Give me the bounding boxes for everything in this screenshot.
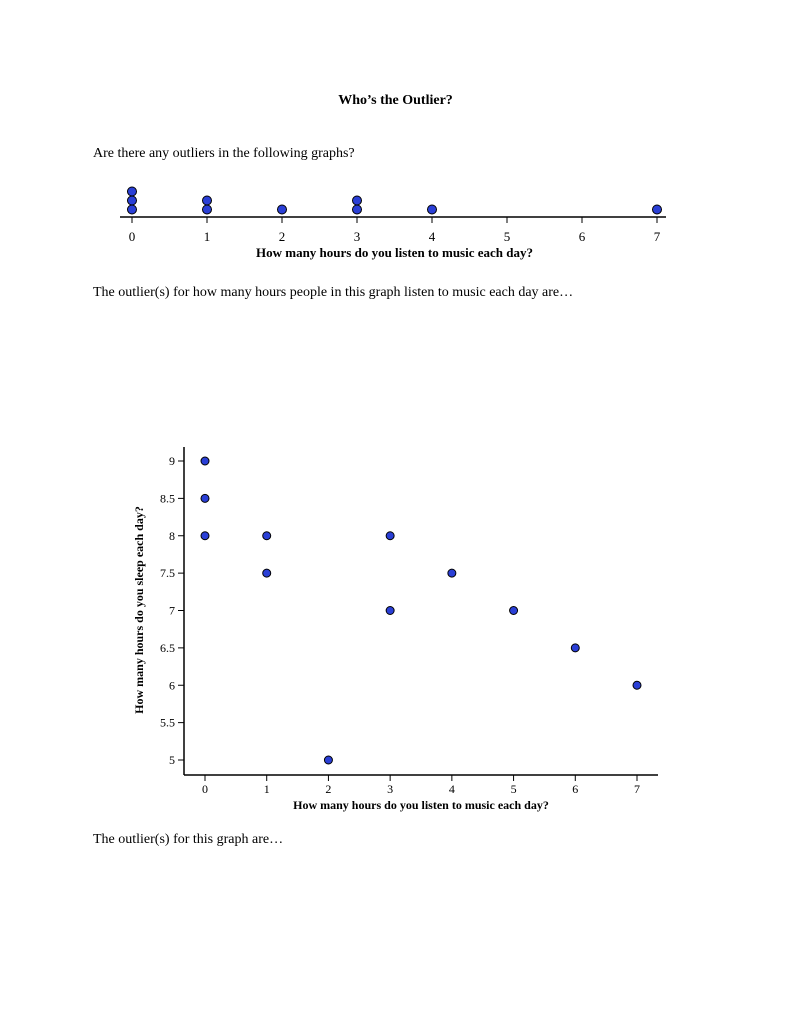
data-point (201, 494, 209, 502)
y-tick-label: 5 (169, 753, 175, 767)
x-tick-label: 3 (353, 229, 361, 244)
data-point (263, 569, 271, 577)
x-tick-label: 0 (202, 782, 208, 796)
x-axis-label: How many hours do you listen to music each day? (256, 245, 533, 260)
x-tick-label: 6 (578, 229, 586, 244)
question-text: Are there any outliers in the following graphs? (93, 146, 355, 161)
y-tick-label: 6 (169, 678, 175, 693)
y-tick-label: 7.5 (160, 566, 175, 581)
x-tick-label: 4 (448, 782, 455, 796)
x-axis-label: How many hours do you listen to music each day? (293, 798, 549, 812)
x-tick-label: 1 (263, 782, 270, 796)
x-tick-label: 4 (428, 229, 436, 244)
y-tick-label: 7 (169, 603, 175, 618)
data-point (263, 532, 271, 540)
data-point (571, 644, 579, 652)
x-tick-label: 7 (634, 782, 640, 796)
y-tick-label: 9 (169, 454, 175, 468)
data-point (386, 607, 394, 615)
data-point (324, 756, 332, 764)
data-point (201, 532, 209, 540)
data-point (201, 457, 209, 465)
data-point (510, 607, 518, 615)
y-axis-label: How many hours do you sleep each day? (132, 506, 146, 714)
data-point (386, 532, 394, 540)
x-tick-label: 2 (325, 782, 332, 796)
prompt-one-text: The outlier(s) for how many hours people in this graph listen to music each day are… (93, 285, 574, 300)
x-tick-label: 6 (572, 782, 579, 796)
page-title: Who’s the Outlier? (338, 93, 453, 108)
y-tick-label: 6.5 (160, 640, 175, 655)
x-tick-label: 1 (203, 229, 211, 244)
y-tick-label: 5.5 (160, 715, 175, 730)
y-tick-label: 8.5 (160, 491, 175, 506)
data-point (448, 569, 456, 577)
x-tick-label: 5 (510, 782, 517, 796)
prompt-two-text: The outlier(s) for this graph are… (93, 832, 284, 847)
data-point (633, 681, 641, 689)
x-tick-label: 0 (128, 229, 136, 244)
x-tick-label: 2 (278, 229, 286, 244)
x-tick-label: 5 (503, 229, 511, 244)
x-tick-label: 3 (387, 782, 394, 796)
y-tick-label: 8 (169, 528, 175, 543)
x-tick-label: 7 (653, 229, 661, 244)
